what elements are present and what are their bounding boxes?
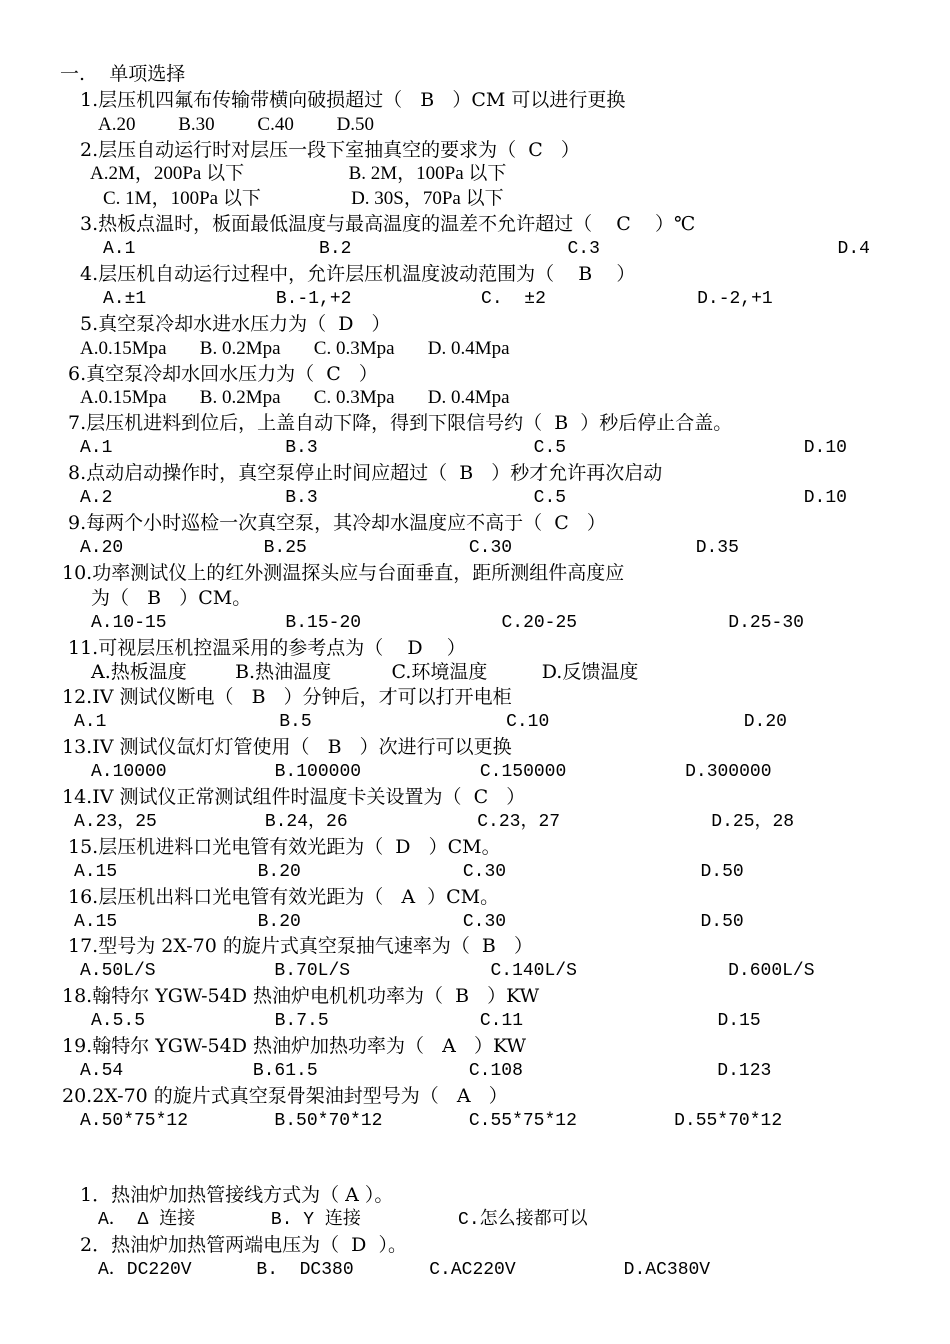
extra-question-2-text: 2．热油炉加热管两端电压为（ D ）。 xyxy=(80,1234,407,1256)
question-4-options: A.±1 B.-1,+2 C. ±2 D.-2,+1 xyxy=(103,289,773,309)
question-7-text: 7.层压机进料到位后，上盖自动下降，得到下限信号约（ B ）秒后停止合盖。 xyxy=(68,412,733,434)
question-5-text: 5.真空泵冷却水进水压力为（ D ） xyxy=(80,313,391,335)
question-1-text: 1.层压机四氟布传输带横向破损超过（ B ）CM 可以进行更换 xyxy=(80,89,626,111)
question-12-text: 12.IV 测试仪断电（ B ）分钟后，才可以打开电柜 xyxy=(62,686,512,708)
section-title: 一. 单项选择 xyxy=(60,63,186,85)
question-2-text: 2.层压自动运行时对层压一段下室抽真空的要求为（ C ） xyxy=(80,139,580,161)
question-12-options: A.1 B.5 C.10 D.20 xyxy=(74,712,787,732)
question-15-options: A.15 B.20 C.30 D.50 xyxy=(74,862,744,882)
question-8-text: 8.点动启动操作时，真空泵停止时间应超过（ B ）秒才允许再次启动 xyxy=(68,462,663,484)
question-10-text: 10.功率测试仪上的红外测温探头应与台面垂直，距所测组件高度应 xyxy=(62,562,625,584)
question-14-text: 14.IV 测试仪正常测试组件时温度卡关设置为（ C ） xyxy=(62,786,526,808)
question-9-text: 9.每两个小时巡检一次真空泵，其冷却水温度应不高于（ C ） xyxy=(68,512,606,534)
question-10-text-cont: 为（ B ）CM。 xyxy=(91,587,252,609)
extra-question-1-text: 1．热油炉加热管接线方式为（ A ）。 xyxy=(80,1184,394,1206)
question-5-options: A.0.15Mpa B. 0.2Mpa C. 0.3Mpa D. 0.4Mpa xyxy=(80,338,510,359)
question-4-text: 4.层压机自动运行过程中，允许层压机温度波动范围为（ B ） xyxy=(80,263,636,285)
extra-question-1-options: A． Δ 连接 B. Y 连接 C.怎么接都可以 xyxy=(98,1210,588,1230)
question-6-text: 6.真空泵冷却水回水压力为（ C ） xyxy=(68,363,378,385)
question-17-options: A.50L/S B.70L/S C.140L/S D.600L/S xyxy=(80,961,815,981)
question-9-options: A.20 B.25 C.30 D.35 xyxy=(80,538,739,558)
extra-question-2-options: A．DC220V B. DC380 C.AC220V D.AC380V xyxy=(98,1260,711,1280)
question-16-text: 16.层压机出料口光电管有效光距为（ A ）CM。 xyxy=(68,886,500,908)
question-10-options: A.10-15 B.15-20 C.20-25 D.25-30 xyxy=(91,613,804,633)
question-15-text: 15.层压机进料口光电管有效光距为（ D ）CM。 xyxy=(68,836,501,858)
question-7-options: A.1 B.3 C.5 D.10 xyxy=(80,438,847,458)
question-8-options: A.2 B.3 C.5 D.10 xyxy=(80,488,847,508)
question-18-text: 18.翰特尔 YGW-54D 热油炉电机机功率为（ B ）KW xyxy=(62,985,540,1007)
question-3-options: A.1 B.2 C.3 D.4 xyxy=(103,239,870,259)
question-2-options-ab: A.2M，200Pa 以下 B. 2M，100Pa 以下 xyxy=(90,163,507,184)
question-20-text: 20.2X-70 的旋片式真空泵骨架油封型号为（ A ） xyxy=(62,1085,508,1107)
question-13-text: 13.IV 测试仪氙灯灯管使用（ B ）次进行可以更换 xyxy=(62,736,512,758)
question-19-options: A.54 B.61.5 C.108 D.123 xyxy=(80,1061,772,1081)
question-20-options: A.50*75*12 B.50*70*12 C.55*75*12 D.55*70*12 xyxy=(80,1111,783,1131)
question-17-text: 17.型号为 2X-70 的旋片式真空泵抽气速率为（ B ） xyxy=(68,935,533,957)
question-2-options-cd: C. 1M，100Pa 以下 D. 30S，70Pa 以下 xyxy=(103,188,504,209)
question-16-options: A.15 B.20 C.30 D.50 xyxy=(74,912,744,932)
question-19-text: 19.翰特尔 YGW-54D 热油炉加热功率为（ A ）KW xyxy=(62,1035,526,1057)
question-6-options: A.0.15Mpa B. 0.2Mpa C. 0.3Mpa D. 0.4Mpa xyxy=(80,387,510,408)
question-3-text: 3.热板点温时，板面最低温度与最高温度的温差不允许超过（ C ）℃ xyxy=(80,213,696,235)
question-13-options: A.10000 B.100000 C.150000 D.300000 xyxy=(91,762,772,782)
question-1-options: A.20 B.30 C.40 D.50 xyxy=(98,114,375,135)
question-11-options: A.热板温度 B.热油温度 C.环境温度 D.反馈温度 xyxy=(91,661,639,683)
question-11-text: 11.可视层压机控温采用的参考点为（ D ） xyxy=(68,637,466,659)
question-18-options: A.5.5 B.7.5 C.11 D.15 xyxy=(91,1011,761,1031)
question-14-options: A.23，25 B.24，26 C.23，27 D.25，28 xyxy=(74,812,795,832)
